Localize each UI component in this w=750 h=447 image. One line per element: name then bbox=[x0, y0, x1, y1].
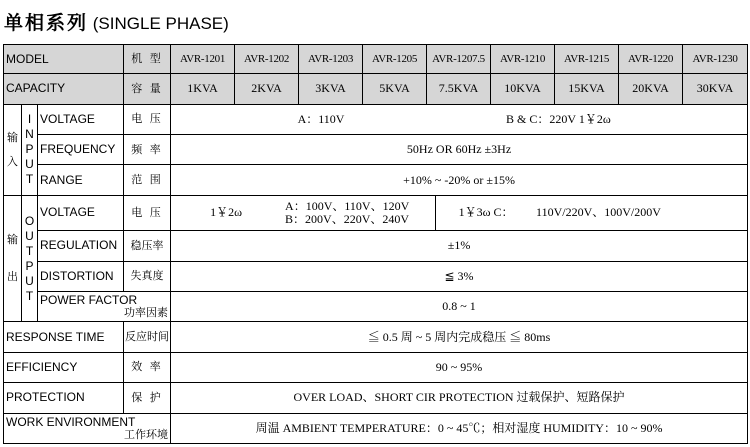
capacity-cell: 20KVA bbox=[619, 74, 683, 104]
page-title bbox=[4, 6, 229, 40]
protection-value: OVER LOAD、SHORT CIR PROTECTION 过载保护、短路保护 bbox=[171, 383, 748, 413]
input-frequency-cn: 频 率 bbox=[124, 135, 171, 165]
output-distortion-value: ≦ 3% bbox=[171, 261, 748, 291]
output-distortion-row bbox=[4, 261, 748, 291]
input-voltage-a: A：110V bbox=[297, 111, 345, 126]
response-time-row bbox=[4, 322, 748, 352]
model-cell: AVR-1203 bbox=[299, 45, 363, 74]
work-environment-label: WORK ENVIRONMENT bbox=[6, 414, 136, 429]
input-range-row bbox=[4, 165, 748, 195]
output-voltage-ab2: B：200V、220V、240V bbox=[285, 212, 410, 227]
protection-cn: 保 护 bbox=[124, 383, 171, 413]
model-cell: AVR-1205 bbox=[363, 45, 427, 74]
capacity-cn: 容 量 bbox=[124, 74, 171, 104]
output-phase1: 1￥2ω bbox=[210, 205, 242, 220]
input-range-cn: 范 围 bbox=[124, 165, 171, 195]
output-distortion-label: DISTORTION bbox=[38, 261, 124, 291]
output-voltage-label: VOLTAGE bbox=[38, 195, 124, 230]
output-regulation-value: ±1% bbox=[171, 231, 748, 261]
input-frequency-value: 50Hz OR 60Hz ±3Hz bbox=[171, 135, 748, 165]
capacity-cell: 2KVA bbox=[235, 74, 299, 104]
input-voltage-value bbox=[171, 104, 748, 134]
output-regulation-cn: 稳压率 bbox=[124, 231, 171, 261]
capacity-cell: 1KVA bbox=[171, 74, 235, 104]
output-distortion-cn: 失真度 bbox=[124, 261, 171, 291]
output-power-factor-cn: 功率因素 bbox=[124, 306, 169, 320]
output-voltage-cn: 电 压 bbox=[124, 195, 171, 230]
input-frequency-row bbox=[4, 135, 748, 165]
title-en: (SINGLE PHASE) bbox=[92, 14, 229, 33]
output-group-cn: 输 出 bbox=[4, 195, 22, 322]
capacity-row bbox=[4, 74, 748, 104]
protection-row bbox=[4, 383, 748, 413]
input-range-label: RANGE bbox=[38, 165, 124, 195]
model-cell: AVR-1230 bbox=[683, 45, 748, 74]
output-voltage-row bbox=[4, 195, 748, 230]
model-row bbox=[4, 45, 748, 74]
model-cell: AVR-1202 bbox=[235, 45, 299, 74]
model-cell: AVR-1215 bbox=[555, 45, 619, 74]
capacity-label: CAPACITY bbox=[4, 74, 124, 104]
input-group-cn: 输 入 bbox=[4, 104, 22, 195]
capacity-cell: 5KVA bbox=[363, 74, 427, 104]
efficiency-value: 90 ~ 95% bbox=[171, 352, 748, 382]
input-voltage-bc: B & C：220V 1￥2ω bbox=[506, 111, 611, 126]
capacity-cell: 10KVA bbox=[491, 74, 555, 104]
input-group-en: I N P U T bbox=[22, 104, 38, 195]
work-environment-label-cell bbox=[4, 413, 171, 443]
output-group-en: O U T P U T bbox=[22, 195, 38, 322]
model-cn: 机 型 bbox=[124, 45, 171, 74]
protection-label: PROTECTION bbox=[4, 383, 124, 413]
capacity-cell: 7.5KVA bbox=[427, 74, 491, 104]
response-time-value: ≦ 0.5 周 ~ 5 周内完成稳压 ≦ 80ms bbox=[171, 322, 748, 352]
output-power-factor-label: POWER FACTOR bbox=[40, 293, 138, 308]
output-voltage-c: 110V/220V、100V/200V bbox=[536, 205, 661, 220]
output-voltage-ab1: A：100V、110V、120V bbox=[285, 198, 410, 213]
output-voltage-value bbox=[171, 195, 748, 230]
output-regulation-row bbox=[4, 231, 748, 261]
work-environment-row bbox=[4, 413, 748, 443]
model-cell: AVR-1210 bbox=[491, 45, 555, 74]
capacity-cell: 3KVA bbox=[299, 74, 363, 104]
output-power-factor-label-cell bbox=[38, 292, 171, 322]
capacity-cell: 30KVA bbox=[683, 74, 748, 104]
input-voltage-label: VOLTAGE bbox=[38, 104, 124, 134]
output-power-factor-value: 0.8 ~ 1 bbox=[171, 292, 748, 322]
response-time-cn: 反应时间 bbox=[124, 322, 171, 352]
input-voltage-row bbox=[4, 104, 748, 134]
output-regulation-label: REGULATION bbox=[38, 231, 124, 261]
capacity-cell: 15KVA bbox=[555, 74, 619, 104]
spec-table bbox=[3, 44, 748, 444]
input-frequency-label: FREQUENCY bbox=[38, 135, 124, 165]
response-time-label: RESPONSE TIME bbox=[4, 322, 124, 352]
model-cell: AVR-1207.5 bbox=[427, 45, 491, 74]
input-voltage-cn: 电 压 bbox=[124, 104, 171, 134]
output-phase3: 1￥3ω C： bbox=[458, 205, 514, 220]
model-cell: AVR-1201 bbox=[171, 45, 235, 74]
efficiency-label: EFFICIENCY bbox=[4, 352, 124, 382]
model-cell: AVR-1220 bbox=[619, 45, 683, 74]
model-label: MODEL bbox=[4, 45, 124, 74]
work-environment-value: 周温 AMBIENT TEMPERATURE：0 ~ 45℃；相对湿度 HUMIDITY：10 ~ 90% bbox=[171, 413, 748, 443]
efficiency-row bbox=[4, 352, 748, 382]
input-range-value: +10% ~ -20% or ±15% bbox=[171, 165, 748, 195]
efficiency-cn: 效 率 bbox=[124, 352, 171, 382]
title-cn: 单相系列 bbox=[4, 12, 89, 34]
work-environment-cn: 工作环境 bbox=[124, 427, 169, 441]
output-power-factor-row bbox=[4, 292, 748, 322]
